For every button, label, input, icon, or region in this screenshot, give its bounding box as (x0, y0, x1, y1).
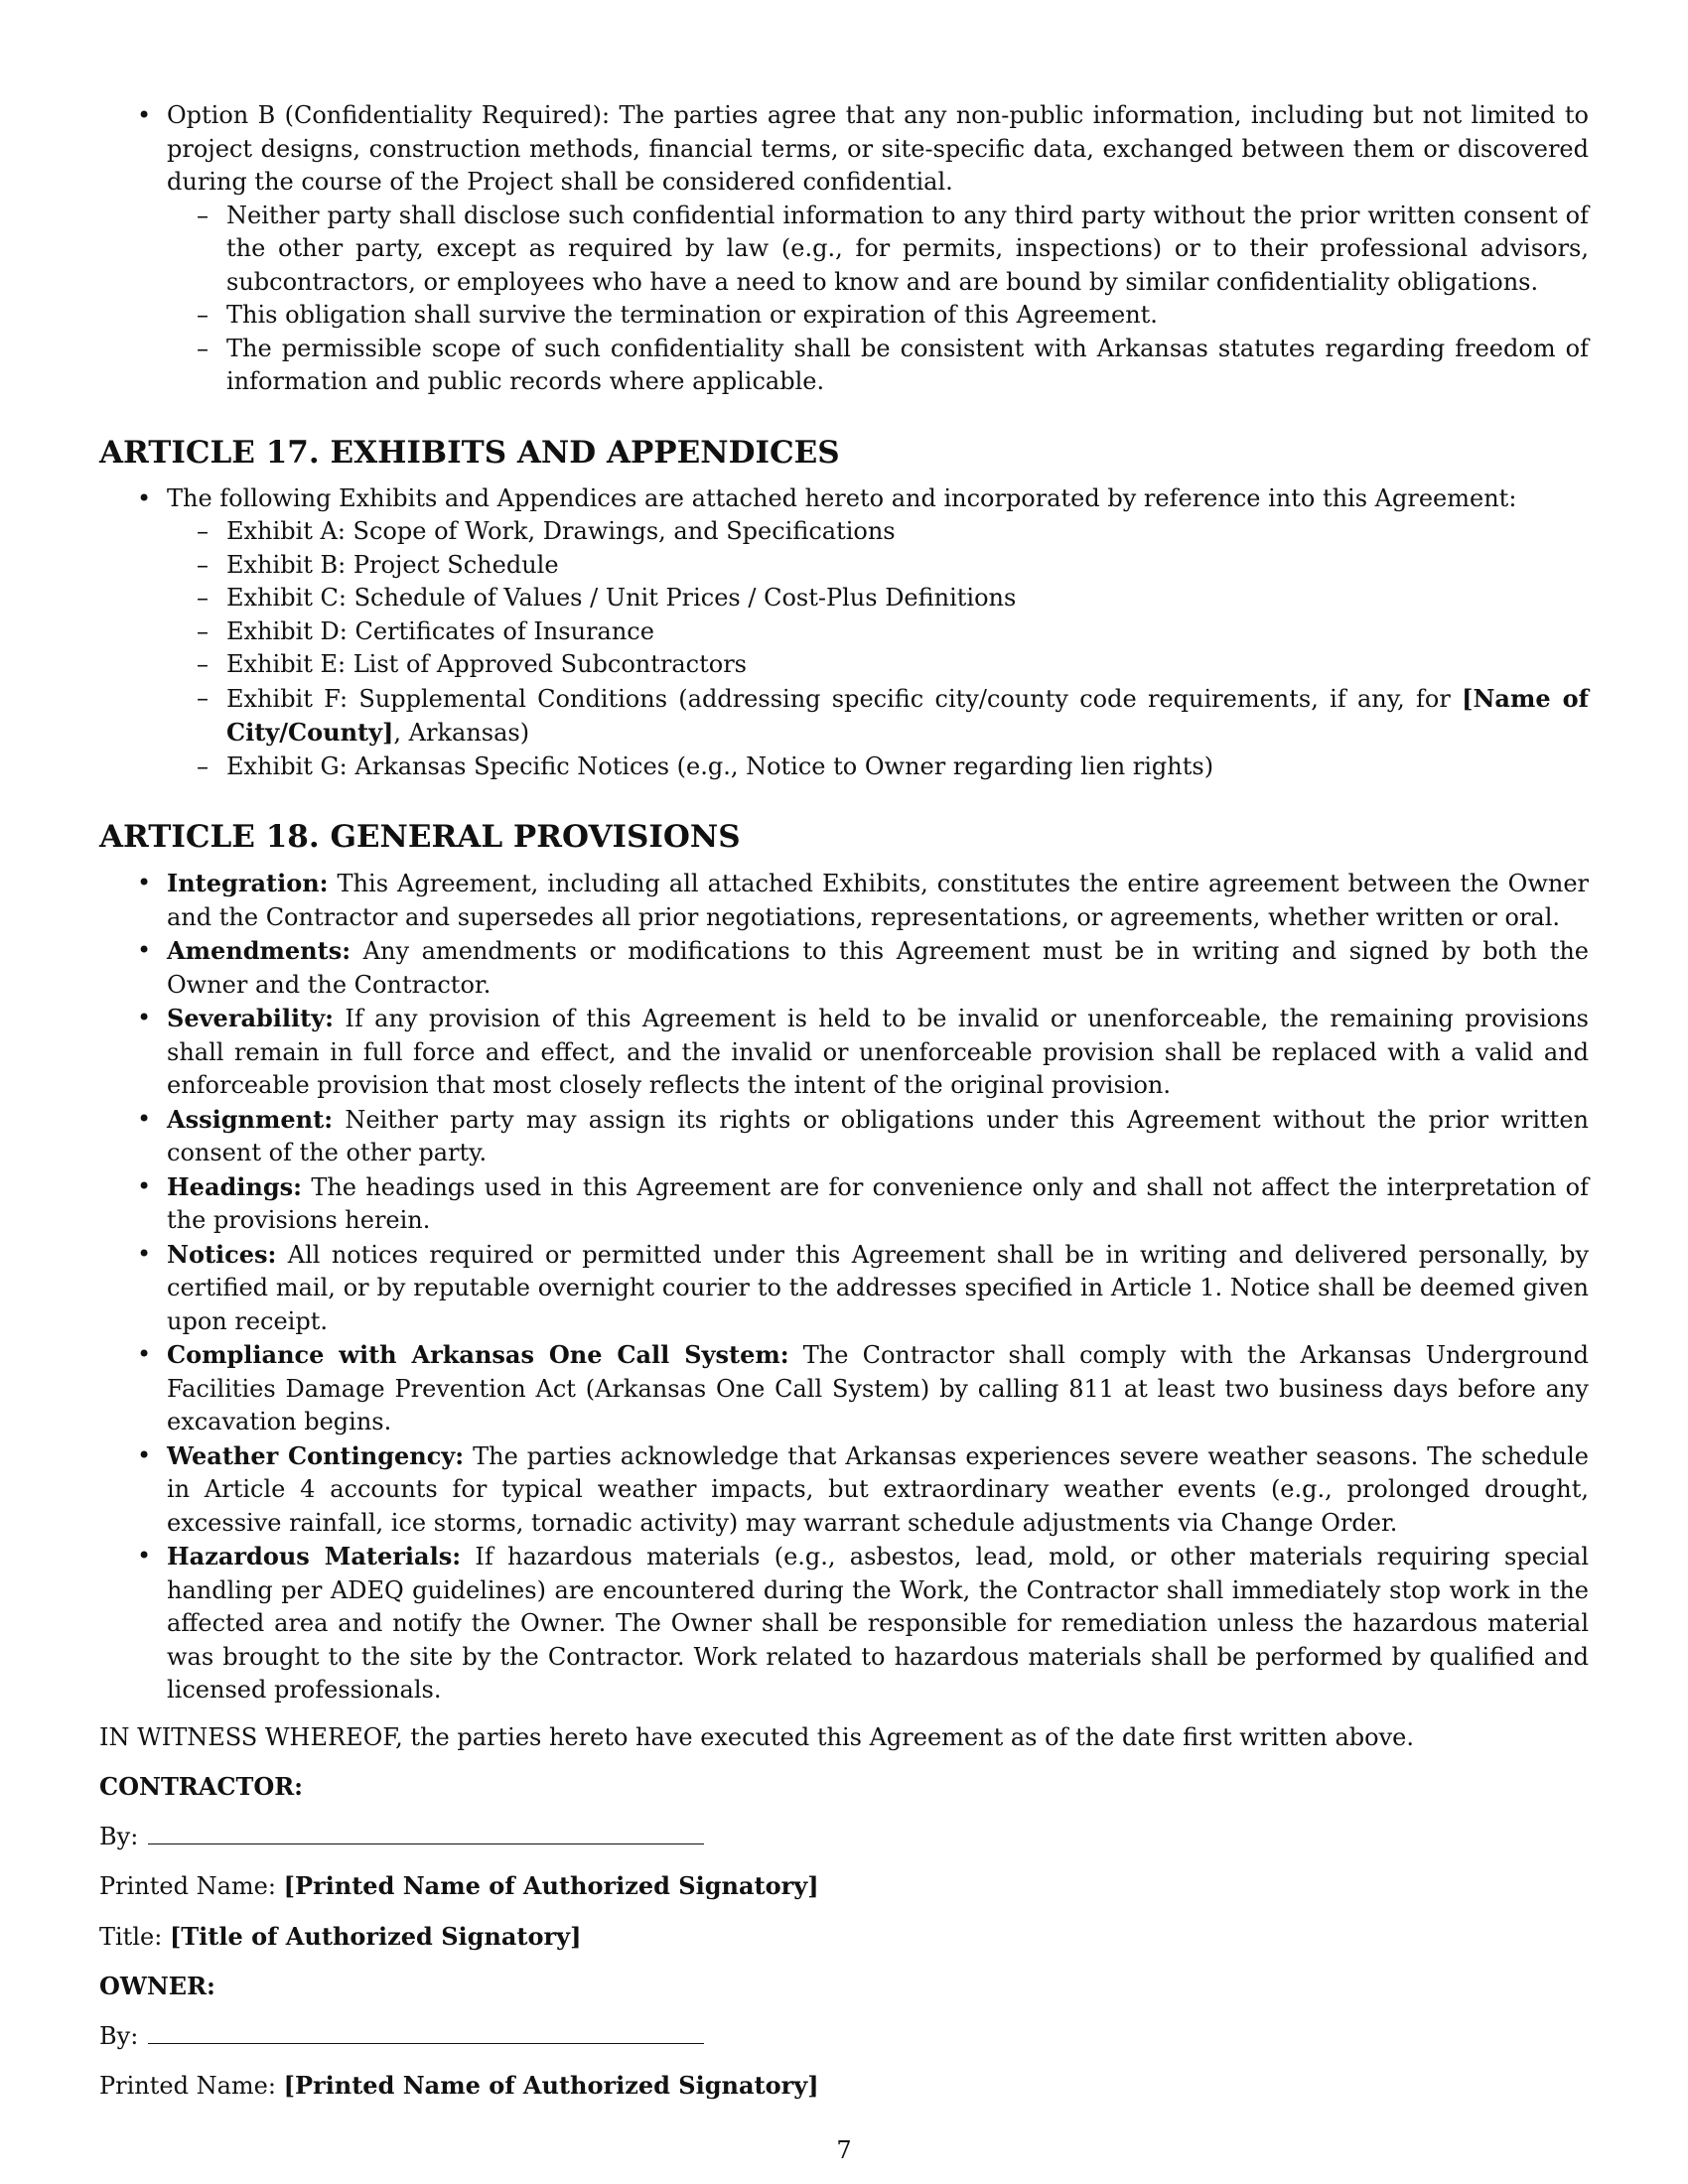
provision-item (99, 1540, 1589, 1707)
provision-text: The headings used in this Agreement are for convenience only and shall not affect the interpretation of the provisions herein. (167, 1172, 1589, 1234)
provisions-list (99, 867, 1589, 1707)
provision-item (99, 1103, 1589, 1170)
exhibit-item-f (167, 682, 1589, 751)
witness-clause: IN WITNESS WHEREOF, the parties hereto have executed this Agreement as of the date first written above. (99, 1722, 1415, 1751)
option-b-sub-item: – The permissible scope of such confidentiality shall be consistent with Arkansas statutes regarding freedom of information and public records where applicable. (167, 333, 1589, 399)
owner-printed-name-row (99, 2069, 1589, 2104)
exhibit-item: – Exhibit G: Arkansas Specific Notices (e.g., Notice to Owner regarding lien rights) (167, 751, 1589, 784)
contractor-title-label: Title: (99, 1922, 163, 1951)
provision-item (99, 934, 1589, 1002)
option-b-list (99, 99, 1589, 399)
article-17-list (99, 482, 1589, 784)
owner-signature-row (99, 2019, 1589, 2054)
exhibit-item: – Exhibit D: Certificates of Insurance (167, 615, 1589, 649)
provision-term: Weather Contingency: (167, 1440, 465, 1470)
provision-text: This Agreement, including all attached Exhibits, constitutes the entire agreement between the Owner and the Contractor and supersedes all prior negotiations, representations, or agreements, whether written or oral. (167, 870, 1589, 931)
provision-text: Any amendments or modifications to this Agreement must be in writing and signed by both the Owner and the Contractor. (167, 937, 1589, 999)
provision-item (99, 1338, 1589, 1439)
option-b-item (99, 99, 1589, 399)
exhibit-item: – Exhibit E: List of Approved Subcontractors (167, 648, 1589, 682)
contractor-heading: CONTRACTOR: (99, 1772, 304, 1801)
provision-term: Assignment: (167, 1104, 334, 1134)
provision-term: Hazardous Materials: (167, 1542, 462, 1570)
provision-text: All notices required or permitted under this Agreement shall be in writing and delivered personally, by certified mail, or by reputable overnight courier to the addresses specified in Article 1. Notice shall be deemed given upon receipt. (167, 1240, 1589, 1335)
owner-by-label: By: (99, 2021, 139, 2050)
option-b-sub-item: – Neither party shall disclose such confidential information to any third party without the prior written consent of the other party, except as required by law (e.g., for permits, inspections) or to their professional advisors, subcontractors, or employees who have a need to know and are bound by similar confidentiality obligations. (167, 200, 1589, 300)
provision-text: If hazardous materials (e.g., asbestos, lead, mold, or other materials requiring special handling per ADEQ guidelines) are encountered during the Work, the Contractor shall immediately stop work in the affected area and notify the Owner. The Owner shall be responsible for remediation unless the hazardous material was brought to the site by the Contractor. Work related to hazardous materials shall be performed by qualified and licensed professionals. (167, 1543, 1590, 1704)
provision-text: The Contractor shall comply with the Arkansas Underground Facilities Damage Prevention Act (Arkansas One Call System) by calling 811 at least two business days before any excavation begins. (167, 1341, 1589, 1435)
contractor-printed-name-value: [Printed Name of Authorized Signatory] (283, 1871, 819, 1900)
exhibits-intro-item (99, 482, 1589, 784)
option-b-text: Option B (Confidentiality Required): The parties agree that any non-public information, including but not limited to project designs, construction methods, financial terms, or site-specific data, exchanged between them or discovered during the course of the Project shall be considered confidential. (167, 101, 1589, 196)
provision-item (99, 1170, 1589, 1238)
contractor-printed-name-row (99, 1869, 1589, 1904)
contractor-signature-row (99, 1820, 1589, 1854)
exhibit-f-pre: Exhibit F: Supplemental Conditions (addressing specific city/county code requirements, if any, for (226, 684, 1463, 713)
contractor-title-row (99, 1920, 1589, 1955)
provision-term: Amendments: (167, 936, 352, 965)
provision-item (99, 1238, 1589, 1339)
option-b-sublist (167, 200, 1589, 399)
owner-printed-name-value: [Printed Name of Authorized Signatory] (283, 2071, 819, 2100)
provision-item (99, 1439, 1589, 1541)
exhibits-intro: The following Exhibits and Appendices are attached hereto and incorporated by reference into this Agreement: (167, 483, 1517, 512)
exhibit-f-post: , Arkansas) (393, 719, 530, 747)
provision-text: The parties acknowledge that Arkansas experiences severe weather seasons. The schedule in Article 4 accounts for typical weather impacts, but extraordinary weather events (e.g., prolonged drought, excessive rainfall, ice storms, tornadic activity) may warrant schedule adjustments via Change Order. (167, 1441, 1590, 1537)
exhibit-item: – Exhibit B: Project Schedule (167, 549, 1589, 583)
exhibit-item: – Exhibit A: Scope of Work, Drawings, and Specifications (167, 515, 1589, 549)
provision-term: Headings: (167, 1171, 302, 1201)
exhibit-item: – Exhibit C: Schedule of Values / Unit Prices / Cost-Plus Definitions (167, 582, 1589, 615)
page-number: 7 (836, 2136, 852, 2164)
provision-term: Compliance with Arkansas One Call System: (167, 1340, 789, 1369)
owner-heading: OWNER: (99, 1972, 215, 2000)
provision-item (99, 1002, 1589, 1103)
option-b-sub-item: – This obligation shall survive the termination or expiration of this Agreement. (167, 299, 1589, 333)
exhibits-list (167, 515, 1589, 783)
owner-printed-name-label: Printed Name: (99, 2072, 276, 2100)
provision-term: Integration: (167, 869, 329, 897)
provision-text: Neither party may assign its rights or obligations under this Agreement without the prior written consent of the other party. (167, 1105, 1589, 1166)
contractor-title-value: [Title of Authorized Signatory] (169, 1921, 582, 1951)
provision-term: Severability: (167, 1004, 335, 1032)
provision-item (99, 867, 1589, 934)
article-18-heading: ARTICLE 18. GENERAL PROVISIONS (99, 819, 741, 855)
provision-term: Notices: (167, 1239, 277, 1269)
owner-signature-line[interactable] (148, 2019, 704, 2044)
exhibit-f-placeholder: [Name of City/County] (226, 683, 1589, 747)
contractor-signature-line[interactable] (148, 1820, 704, 1844)
document-page (99, 99, 1589, 2104)
contractor-by-label: By: (99, 1822, 139, 1850)
provision-text: If any provision of this Agreement is held to be invalid or unenforceable, the remaining provisions shall remain in full force and effect, and the invalid or unenforceable provision shall be replaced with a valid and enforceable provision that most closely reflects the intent of the original provision. (167, 1005, 1589, 1099)
article-17-heading: ARTICLE 17. EXHIBITS AND APPENDICES (99, 434, 840, 471)
contractor-printed-name-label: Printed Name: (99, 1872, 276, 1900)
